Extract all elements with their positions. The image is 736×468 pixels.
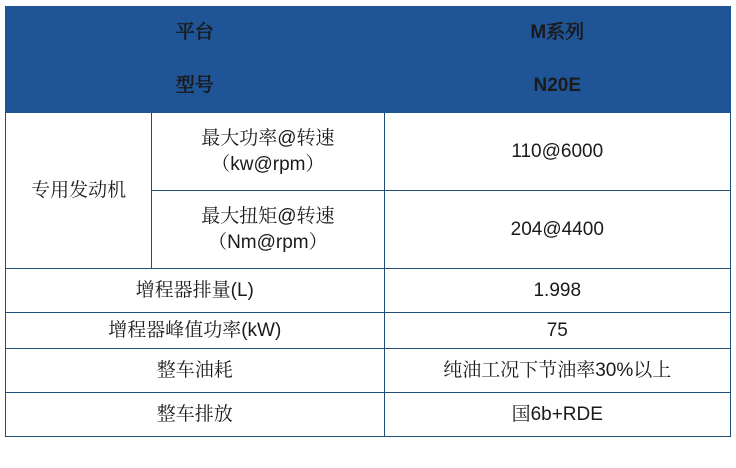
max-torque-param-line1: 最大扭矩@转速 [201,205,335,227]
max-power-value: 110@6000 [384,113,730,191]
vehicle-spec-table [5,6,731,437]
emission-label: 整车排放 [6,393,385,437]
model-label: 型号 [6,60,385,113]
table-row-max-power [6,113,731,191]
platform-value: M系列 [384,7,730,60]
table-row-displacement [6,269,731,313]
table-row-peak-power [6,313,731,349]
platform-label: 平台 [6,7,385,60]
fuel-consumption-label: 整车油耗 [6,349,385,393]
peak-power-label: 增程器峰值功率(kW) [6,313,385,349]
emission-value: 国6b+RDE [384,393,730,437]
displacement-value: 1.998 [384,269,730,313]
max-torque-value: 204@4400 [384,191,730,269]
max-torque-param [152,191,384,269]
table-row-platform [6,7,731,60]
table-row-fuel-consumption [6,349,731,393]
engine-group-label: 专用发动机 [6,113,152,269]
table-row-model [6,60,731,113]
max-power-param-line2: （kw@rpm） [211,153,325,175]
max-power-param [152,113,384,191]
peak-power-value: 75 [384,313,730,349]
fuel-consumption-value: 纯油工况下节油率30%以上 [384,349,730,393]
max-power-param-line1: 最大功率@转速 [201,127,335,149]
model-value: N20E [384,60,730,113]
table-row-emission [6,393,731,437]
displacement-label: 增程器排量(L) [6,269,385,313]
max-torque-param-line2: （Nm@rpm） [208,231,328,253]
